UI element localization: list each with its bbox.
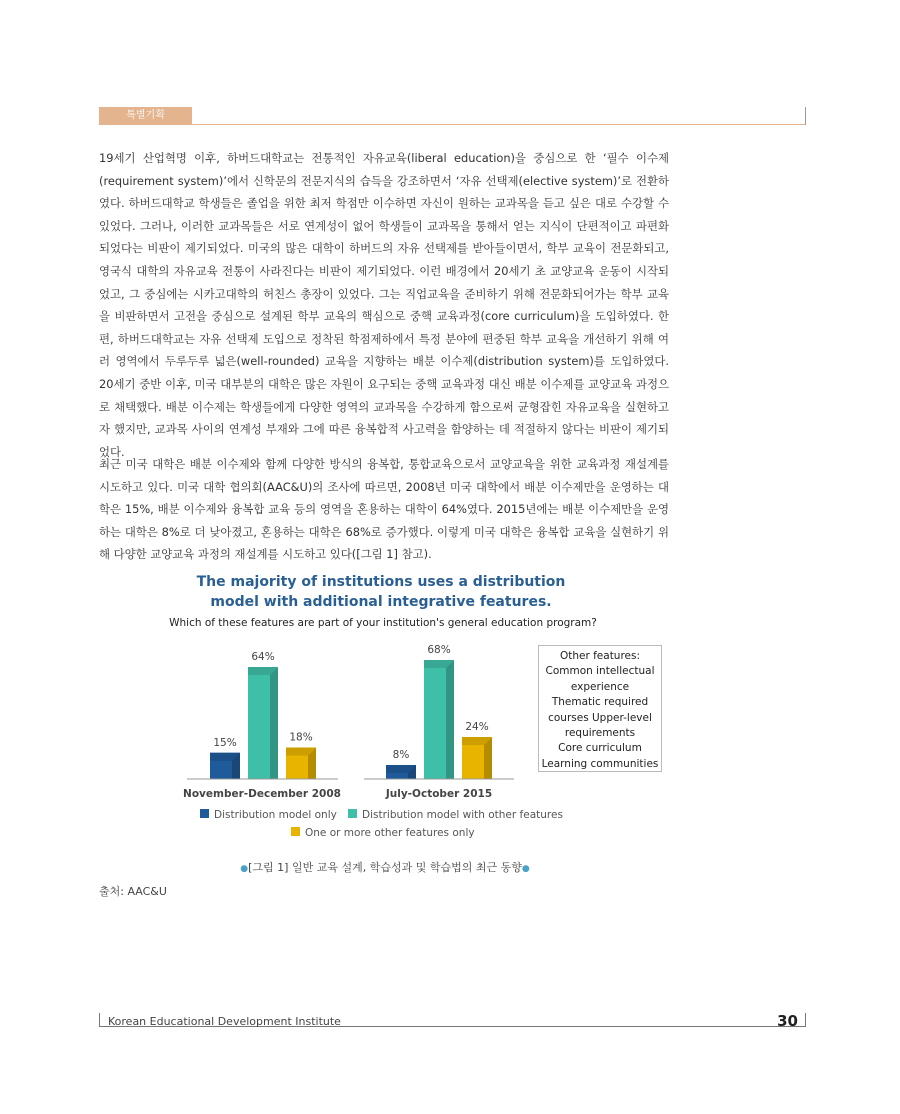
- other-feature-line: Other features:: [559, 650, 641, 662]
- figure-caption-text: [그림 1] 일반 교육 설계, 학습성과 및 학습법의 최근 동향: [248, 861, 522, 874]
- legend-swatch: [348, 809, 357, 818]
- bar-value-label: 8%: [392, 749, 410, 761]
- category-label: November-December 2008: [183, 788, 341, 800]
- body-paragraph-2: 최근 미국 대학은 배분 이수제와 함께 다양한 방식의 융복합, 통합교육으로서 교양교육을 위한 교육과정 재설계를 시도하고 있다. 미국 대학 협의회(AAC&U)의 조사에 따르면, 2008년 미국 대학에서 배분 이수제만을 운영하는 대학은 15%, 배분 이수제와 융복합 교육 등의 영역을 혼용하는 대학이 64%였다. 2015년에는 배분 이수제만을 운영하는 대학은 8%로 더 낮아졌고, 혼용하는 대학은 68%로 증가했다. 이렇게 미국 대학은 융복합 교육을 실현하기 위해 다양한 교양교육 과정의 재설계를 시도하고 있다([그림 1] 참고).: [99, 457, 669, 562]
- other-feature-line: Learning communities: [541, 757, 659, 770]
- legend-swatch: [291, 827, 300, 836]
- footer-tick-left: [99, 1013, 100, 1027]
- legend-label: Distribution model with other features: [362, 809, 563, 821]
- bar-value-label: 15%: [213, 736, 237, 749]
- caption-bullet-right-icon: ●: [521, 864, 530, 874]
- legend-label: One or more other features only: [305, 827, 475, 839]
- category-label: July-October 2015: [385, 788, 493, 800]
- section-tag: 특별기획: [99, 107, 192, 124]
- body-paragraph-1: 19세기 산업혁명 이후, 하버드대학교는 전통적인 자유교육(liberal education)을 중심으로 한 ‘필수 이수제(requirement system)’에서 신학문의 전문지식의 습득을 강조하면서 ‘자유 선택제(elective system)’로 전환하였다. 하버드대학교 학생들은 졸업을 위한 최저 학점만 이수하면 자신이 원하는 교과목을 듣고 싶은 대로 수강할 수 있었다. 그러나, 이러한 교과목들은 서로 연계성이 없어 학생들이 교과목을 통해서 얻는 지식이 단편적이고 파편화되었다는 비판이 제기되었다. 미국의 많은 대학이 하버드의 자유 선택제를 받아들이면서, 학부 교육이 전문화되고, 영국식 대학의 자유교육 전통이 사라진다는 비판이 제기되었다. 이런 배경에서 20세기 초 교양교육 운동이 시작되었고, 그 중심에는 시카고대학의 허친스 총장이 있었다. 그는 직업교육을 준비하기 위해 전문화되어가는 학부 교육을 비판하면서 고전을 중심으로 설계된 학부 교육의 핵심으로 중핵 교육과정(core curriculum)을 도입하였다. 한편, 하버드대학교는 자유 선택제 도입으로 정착된 학점제하에서 특정 분야에 편중된 학부 교육을 개선하기 위해 여러 영역에서 두루두루 넓은(well-rounded) 교육을 지향하는 배분 이수제(distribution system)를 도입하였다. 20세기 중반 이후, 미국 대부분의 대학은 많은 자원이 요구되는 중핵 교육과정 대신 배분 이수제를 교양교육 과정으로 채택했다. 배분 이수제는 학생들에게 다양한 영역의 교과목을 수강하게 함으로써 균형잡힌 자유교육을 실현하고자 했지만, 교과목 사이의 연계성 부재와 그에 따른 융복합적 사고력을 함양하는 데 적절하지 않다는 비판이 제기되었다.: [99, 151, 669, 459]
- other-features-box: [538, 645, 662, 772]
- chart-subtitle: Which of these features are part of your institution's general education program?: [169, 617, 597, 629]
- bar-value-label: 18%: [289, 731, 313, 744]
- bar-side-1-2: [270, 667, 278, 779]
- legend-label: Distribution model only: [214, 809, 337, 821]
- bar-value-label: 68%: [427, 644, 451, 656]
- caption-bullet-left-icon: ●: [240, 864, 249, 874]
- bar-value-label: 64%: [251, 651, 275, 663]
- bar-side-2-2: [446, 660, 454, 779]
- other-feature-line: experience: [570, 680, 630, 693]
- page-number: 30: [777, 1012, 798, 1030]
- other-feature-line: requirements: [564, 727, 636, 740]
- other-feature-line: courses Upper-level: [548, 711, 652, 724]
- footer-tick-right: [805, 1013, 806, 1027]
- legend-swatch: [200, 809, 209, 818]
- chart-title-line-1: The majority of institutions uses a distribution: [196, 574, 566, 590]
- bar-value-label: 24%: [465, 721, 489, 733]
- other-feature-line: Thematic required: [551, 696, 649, 709]
- footer-institution: Korean Educational Development Institute: [108, 1015, 341, 1028]
- other-feature-line: Common intellectual: [545, 665, 655, 678]
- chart-title-line-2: model with additional integrative features.: [210, 594, 552, 610]
- other-feature-line: Core curriculum: [558, 742, 642, 755]
- figure-source: 출처: AAC&U: [99, 885, 167, 898]
- figure-caption: [0, 859, 770, 875]
